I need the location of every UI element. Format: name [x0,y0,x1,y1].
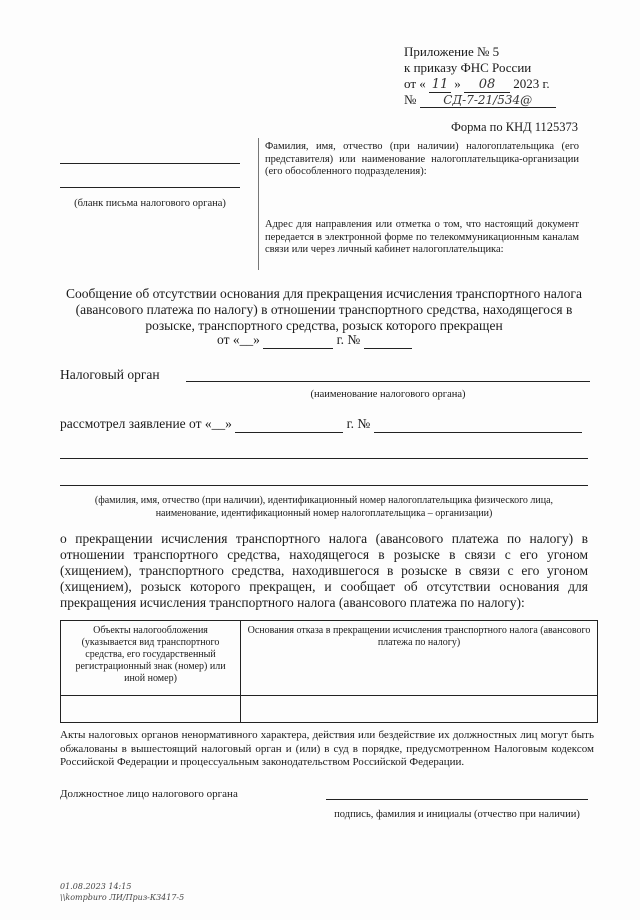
title-number-blank [364,332,412,349]
address-caption: Адрес для направления или отметка о том, что настоящий документ передается в электронной форме по телекоммуникационным каналам связи или через личный кабинет налогоплательщика: [265,219,579,255]
appendix-label: Приложение № 5 [404,44,500,59]
table-cell-object [61,696,241,723]
taxpayer-caption-line-2: наименование, идентификационный номер налогоплательщика – организации) [155,508,493,519]
title-date-row [217,332,412,349]
date-day: 11 [429,77,451,93]
title-date-year: г. № [336,332,361,347]
tax-authority-label: Налоговый орган [60,367,160,382]
taxpayer-caption-line-1: (фамилия, имя, отчество (при наличии), идентификационный номер налогоплательщика физического лица, [94,495,554,506]
reviewed-prefix: рассмотрел заявление от «__» [60,416,232,431]
number-value: СД-7-21/534@ [420,93,556,108]
letterhead-line-1 [60,163,240,164]
date-prefix: от « [404,76,426,91]
footer-timestamp: 01.08.2023 14:15 [60,882,132,891]
date-mid: » [454,76,461,91]
reviewed-number-blank [374,416,582,433]
taxpayer-line-1 [60,458,588,459]
form-code: Форма по КНД 1125373 [451,120,579,134]
letterhead-line-2 [60,187,240,188]
signature-caption: подпись, фамилия и инициалы (отчество при наличии) [334,809,580,820]
title-date-blank [263,332,333,349]
title-line-2: (авансового платежа по налогу) в отношении транспортного средства, находящегося в [75,302,573,317]
body-paragraph: о прекращении исчисления транспортного налога (авансового платежа по налогу) в отношении транспортного средства, находящегося в розыске в связи с его угоном (хищением), транспортного средства, находившегося в розыске в связи с его угоном (хищением), розыск которого прекращен, и сообщает об отсутствии основания для прекращения исчисления транспортного налога (авансового платежа по налогу): [60,531,588,610]
title-date-prefix: от «__» [217,332,260,347]
col1-header: Объекты налогообложения (указывается вид транспортного средства, его государственный регистрационный знак (номер) или иной номер) [61,621,241,696]
date-year: 2023 г. [513,76,550,91]
footer-file-path: \\kompburo ЛИ/Приз-К3417-5 [60,893,185,902]
col2-header: Основания отказа в прекращении исчисления транспортного налога (авансового платежа по налогу) [241,621,598,696]
objects-table [60,620,598,723]
date-month: 08 [464,77,510,93]
taxpayer-line-2 [60,485,588,486]
signature-line [326,799,588,800]
table-cell-reason [241,696,598,723]
order-label: к приказу ФНС России [404,60,532,75]
number-prefix: № [404,92,417,107]
tax-authority-caption: (наименование налогового органа) [310,389,466,400]
tax-authority-line [186,381,590,382]
blank-caption: (бланк письма налогового органа) [74,198,226,209]
appeal-paragraph: Акты налоговых органов ненормативного характера, действия или бездействие их должностных лиц могут быть обжалованы в вышестоящий налоговый орган и (или) в суд в порядке, предусмотренном Налоговым кодексом Российской Федерации и процессуальным законодательством Российской Федерации. [60,729,594,768]
order-number [404,92,574,110]
taxpayer-name-caption: Фамилия, имя, отчество (при наличии) налогоплательщика (его представителя) или наименование налогоплательщика-организации (его обособленного подразделения): [265,141,579,177]
title-line-3: розыске, транспортного средства, розыск которого прекращен [145,318,503,333]
title-line-1: Сообщение об отсутствии основания для прекращения исчисления транспортного налога [66,286,582,301]
reviewed-row [60,416,582,433]
document-title [50,286,598,334]
recipient-border [258,138,259,270]
official-label: Должностное лицо налогового органа [60,788,238,800]
reviewed-date-blank [235,416,343,433]
reviewed-year: г. № [346,416,371,431]
taxpayer-caption [60,494,588,520]
